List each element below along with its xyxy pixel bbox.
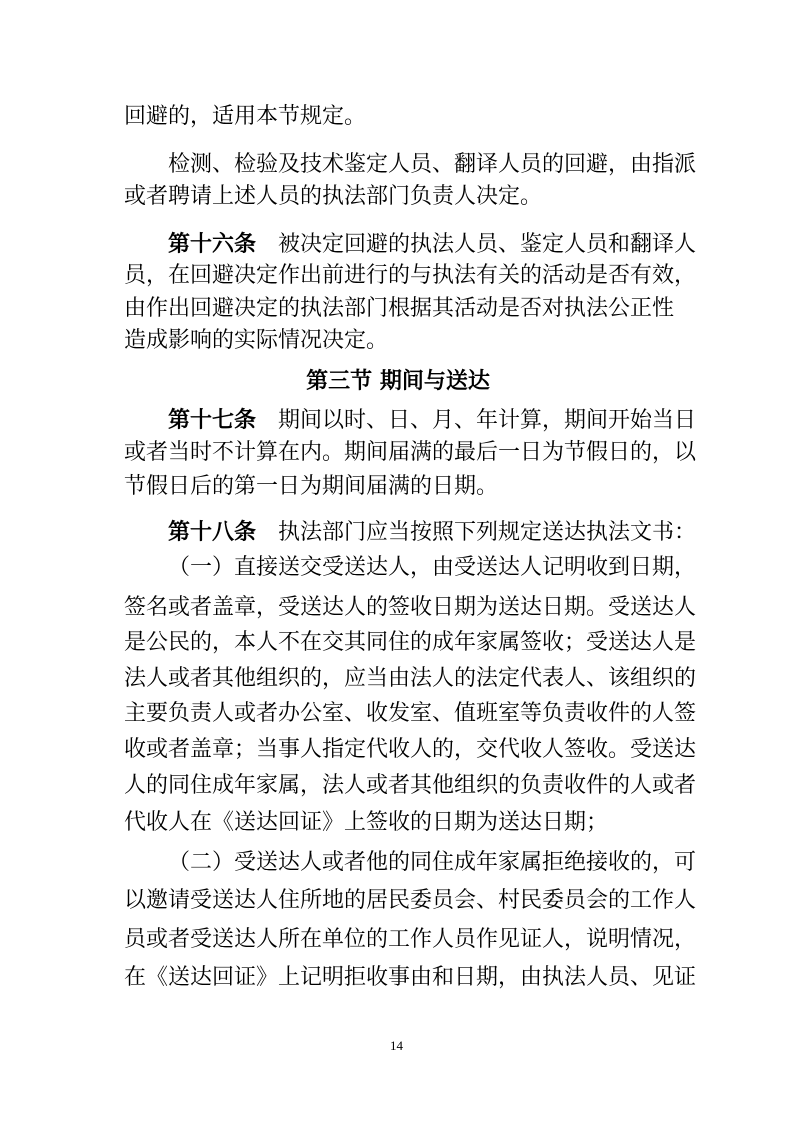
text-line: 在《送达回证》上记明拒收事由和日期，由执法人员、见证 bbox=[124, 965, 697, 990]
text-line: 收或者盖章；当事人指定代收人的，交代收人签收。受送达 bbox=[124, 737, 697, 762]
page-number: 14 bbox=[390, 1038, 403, 1053]
text-line: 被决定回避的执法人员、鉴定人员和翻译人 bbox=[278, 232, 697, 257]
text-line: 人的同住成年家属，法人或者其他组织的负责收件的人或者 bbox=[124, 773, 697, 798]
text-line: 代收人在《送达回证》上签收的日期为送达日期； bbox=[124, 810, 609, 835]
text-line: 检测、检验及技术鉴定人员、翻译人员的回避，由指派 bbox=[168, 152, 697, 177]
article-number: 第十六条 bbox=[168, 231, 257, 257]
text-line: 是公民的，本人不在交其同住的成年家属签收；受送达人是 bbox=[124, 630, 697, 655]
text-line: 回避的，适用本节规定。 bbox=[124, 104, 367, 129]
text-line: 以邀请受送达人住所地的居民委员会、村民委员会的工作人 bbox=[124, 888, 697, 913]
text-line: 由作出回避决定的执法部门根据其活动是否对执法公正性 bbox=[124, 296, 675, 321]
article-line bbox=[168, 229, 697, 261]
text-line: 签名或者盖章，受送达人的签收日期为送达日期。受送达人 bbox=[124, 595, 697, 620]
text-line: 节假日后的第一日为期间届满的日期。 bbox=[124, 474, 499, 499]
article-line bbox=[168, 517, 697, 549]
article-line bbox=[168, 405, 697, 437]
article-number: 第十八条 bbox=[168, 519, 257, 545]
section-heading: 第三节 期间与送达 bbox=[306, 368, 490, 394]
text-line: 主要负责人或者办公室、收发室、值班室等负责收件的人签 bbox=[124, 701, 697, 726]
text-line: （一）直接送交受送达人，由受送达人记明收到日期， bbox=[168, 555, 697, 580]
text-line: 员，在回避决定作出前进行的与执法有关的活动是否有效， bbox=[124, 263, 697, 288]
text-line: 或者当时不计算在内。期间届满的最后一日为节假日的，以 bbox=[124, 440, 697, 465]
text-line: 员或者受送达人所在单位的工作人员作见证人，说明情况， bbox=[124, 927, 697, 952]
text-line: 造成影响的实际情况决定。 bbox=[124, 328, 389, 353]
text-line: 或者聘请上述人员的执法部门负责人决定。 bbox=[124, 184, 543, 209]
article-number: 第十七条 bbox=[168, 407, 257, 433]
text-line: 法人或者其他组织的，应当由法人的法定代表人、该组织的 bbox=[124, 666, 697, 691]
text-line: 期间以时、日、月、年计算，期间开始当日 bbox=[278, 408, 697, 433]
text-line: 执法部门应当按照下列规定送达执法文书： bbox=[278, 520, 697, 545]
text-line: （二）受送达人或者他的同住成年家属拒绝接收的，可 bbox=[168, 850, 697, 875]
